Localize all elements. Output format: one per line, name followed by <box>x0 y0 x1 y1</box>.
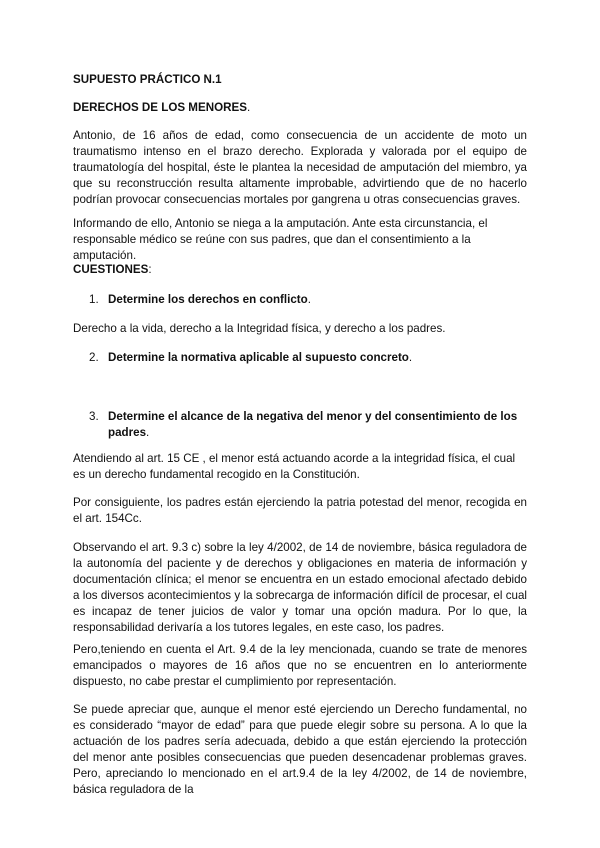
question-number: 3. <box>89 410 99 423</box>
question-text <box>108 409 518 441</box>
intro-paragraph-2: Informando de ello, Antonio se niega a la amputación. Ante esta circunstancia, el responsable médico se reúne con sus padres, que dan el consentimiento a la amputación. <box>73 217 488 262</box>
document-title: SUPUESTO PRÁCTICO N.1 <box>73 73 222 86</box>
answer-1: Derecho a la vida, derecho a la Integridad física, y derecho a los padres. <box>73 322 446 335</box>
question-number: 1. <box>89 293 99 306</box>
questions-heading <box>73 262 527 278</box>
question-text <box>108 350 518 366</box>
answer-3-paragraph: Se puede apreciar que, aunque el menor esté ejerciendo un Derecho fundamental, no es considerado “mayor de edad” para que puede elegir sobre su persona. A lo que la actuación de los padres sería adecuada, debido a que están ejerciendo la protección del menor ante posibles consecuencias que pueden desencadenar problemas graves. Pero, apreciando lo mencionado en el art.9.4 de la ley 4/2002, de 14 de noviembre, básica reguladora de la <box>73 703 527 796</box>
section-title-text: DERECHOS DE LOS MENORES <box>73 101 247 114</box>
answer-3-paragraph: Atendiendo al art. 15 CE , el menor está actuando acorde a la integridad física, el cual es un derecho fundamental recogido en la Constitución. <box>73 452 516 481</box>
section-title <box>73 100 527 116</box>
question-number: 2. <box>89 351 99 364</box>
question-text <box>108 292 518 308</box>
question-text-period: . <box>146 426 150 439</box>
question-text-body: Determine la normativa aplicable al supuesto concreto <box>108 351 409 364</box>
intro-paragraph-1: Antonio, de 16 años de edad, como consecuencia de un accidente de moto un traumatismo intenso en el brazo derecho. Explorada y valorada por el equipo de traumatología del hospital, éste le plantea la necesidad de amputación del miembro, ya que su reconstrucción resulta altamente improbable, advirtiendo que de no hacerlo podrían provocar consecuencias mortales por gangrena u otras consecuencias graves. <box>73 129 527 206</box>
question-text-period: . <box>408 351 413 364</box>
questions-heading-text: CUESTIONES <box>73 263 149 276</box>
section-title-period: . <box>246 101 251 114</box>
question-text-body: Determine los derechos en conflicto <box>108 293 308 306</box>
answer-3-paragraph: Observando el art. 9.3 c) sobre la ley 4/2002, de 14 de noviembre, básica reguladora de la autonomía del paciente y de derechos y obligaciones en materia de información y documentación clínica; el menor se encuentra en un estado emocional afectado debido a los diversos acontecimientos y la sobrecarga de información difícil de procesar, el cual es incapaz de tener juicios de valor y tomar una opción madura. Por lo que, la responsabilidad derivaría a los tutores legales, en este caso, los padres. <box>73 541 527 634</box>
answer-3-paragraph: Pero,teniendo en cuenta el Art. 9.4 de la ley mencionada, cuando se trate de menores emancipados o mayores de 16 años que no se encuentren en lo anteriormente dispuesto, no cabe prestar el cumplimiento por representación. <box>73 643 527 688</box>
answer-3-paragraph: Por consiguiente, los padres están ejerciendo la patria potestad del menor, recogida en el art. 154Cc. <box>73 496 527 525</box>
questions-heading-colon: : <box>148 263 152 276</box>
question-text-period: . <box>307 293 311 306</box>
question-text-body: Determine el alcance de la negativa del menor y del consentimiento de los padres <box>108 410 518 439</box>
